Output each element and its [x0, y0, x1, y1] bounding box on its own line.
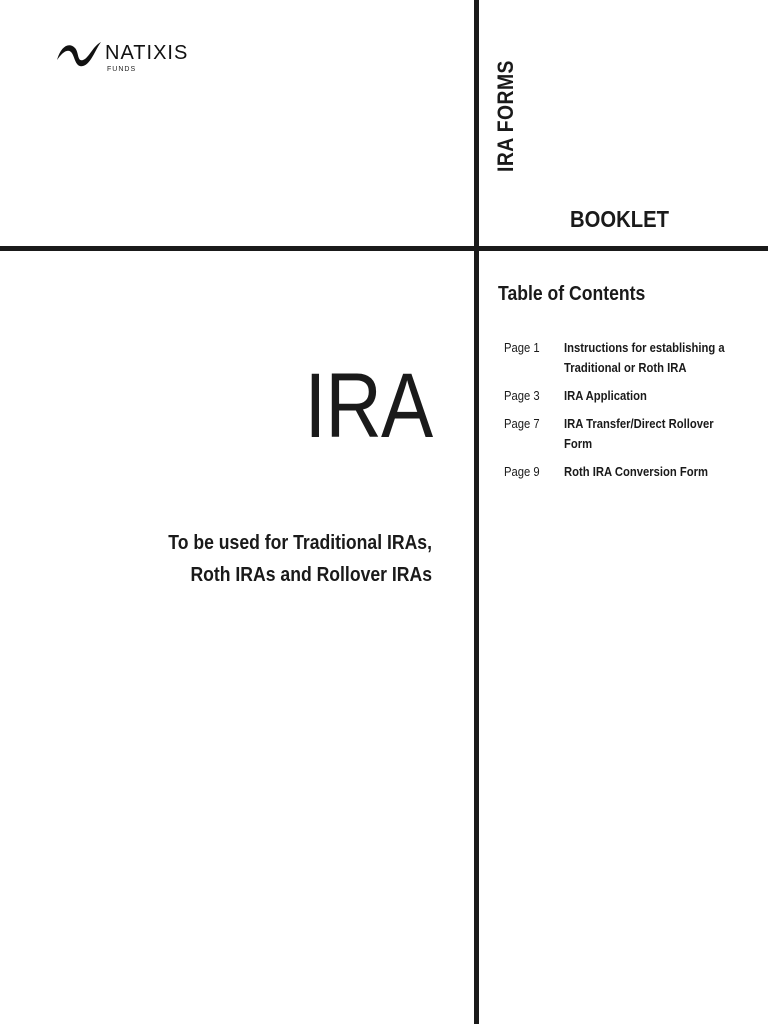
logo-subtitle: FUNDS — [107, 66, 137, 73]
vertical-title: IRA FORMS — [493, 60, 518, 172]
natixis-logo — [55, 38, 225, 78]
toc-page-number: Page 3 — [504, 389, 540, 403]
page-title: IRA — [304, 355, 432, 457]
toc-item — [504, 338, 744, 378]
subtitle-line-2: Roth IRAs and Rollover IRAs — [190, 564, 432, 586]
toc-item-title: IRA Application — [564, 389, 647, 403]
toc-item-title: Roth IRA Conversion Form — [564, 465, 708, 479]
toc-item — [504, 386, 744, 406]
horizontal-divider — [0, 246, 768, 251]
toc-heading: Table of Contents — [498, 283, 646, 305]
toc-page-number: Page 9 — [504, 465, 540, 479]
subtitle — [133, 527, 432, 591]
logo-name: NATIXIS — [105, 42, 189, 64]
vertical-divider — [474, 0, 479, 1024]
booklet-label: BOOKLET — [570, 206, 669, 232]
table-of-contents — [504, 338, 744, 490]
toc-page-number: Page 1 — [504, 341, 540, 355]
toc-page-number: Page 7 — [504, 417, 540, 431]
toc-item — [504, 462, 744, 482]
toc-item-title: IRA Transfer/Direct Rollover Form — [564, 417, 714, 451]
subtitle-line-1: To be used for Traditional IRAs, — [168, 532, 432, 554]
toc-item — [504, 414, 744, 454]
toc-item-title: Instructions for establishing a Traditional or Roth IRA — [564, 341, 725, 375]
natixis-swoosh-icon — [55, 38, 103, 72]
